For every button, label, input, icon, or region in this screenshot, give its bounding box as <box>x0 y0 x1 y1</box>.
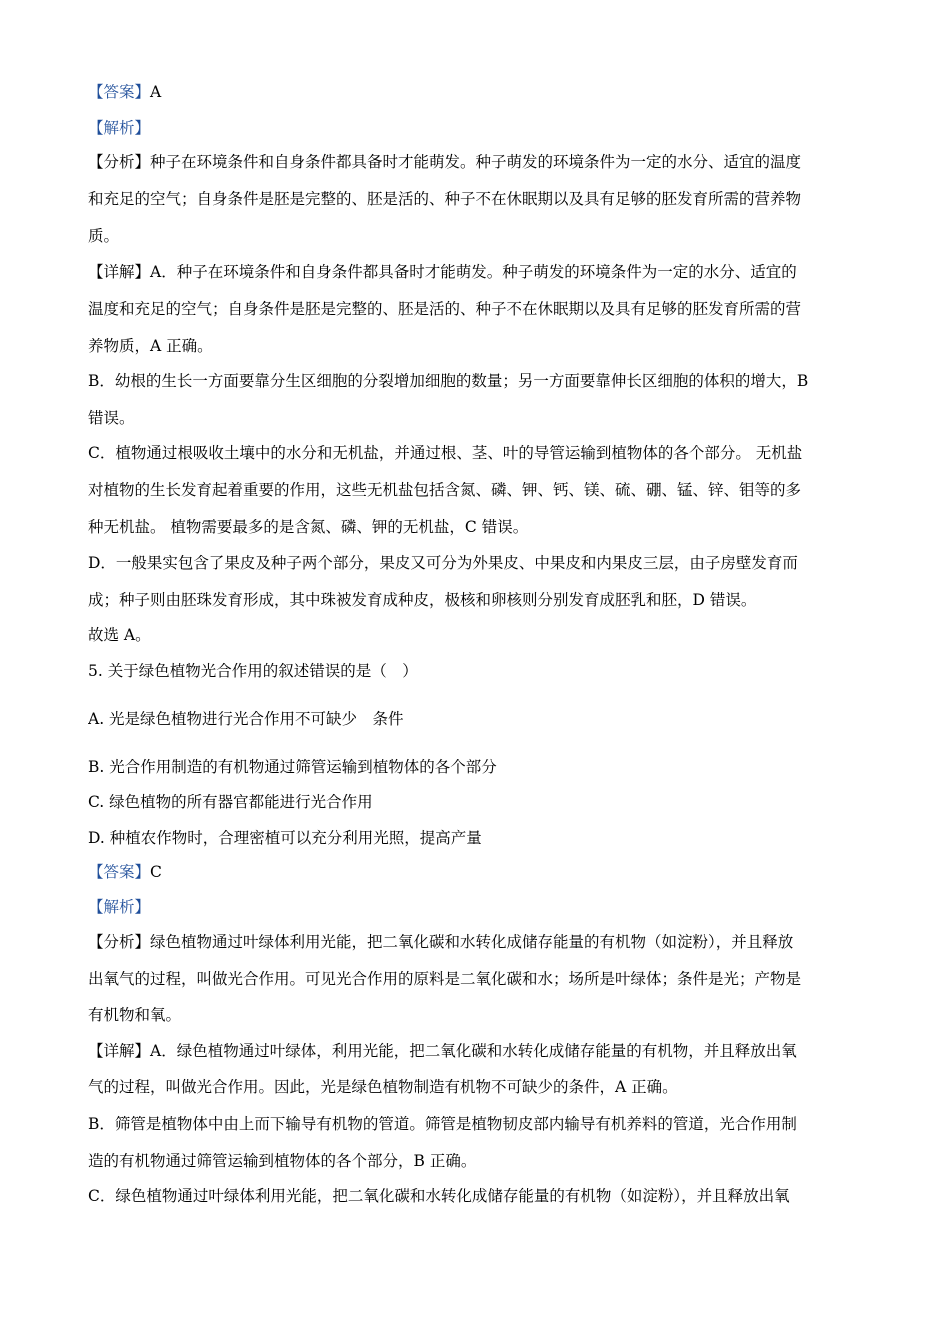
q4-fenxi-line-1 <box>88 152 868 172</box>
q4-detail-line-4: B．幼根的生长一方面要靠分生区细胞的分裂增加细胞的数量；另一方面要靠伸长区细胞的体积的增大，B <box>88 372 809 390</box>
answer-value: A <box>150 83 162 101</box>
q5-detail-line-2: 气的过程，叫做光合作用。因此，光是绿色植物制造有机物不可缺少的条件，A 正确。 <box>88 1078 678 1096</box>
xiangjie-tag: 【详解】 <box>88 263 151 281</box>
analysis-tag: 【解析】 <box>88 898 151 916</box>
xiangjie-tag: 【详解】 <box>88 1042 151 1060</box>
q4-analysis-heading <box>88 118 868 138</box>
stem-prefix: 5. 关于绿色植物光合作用的叙述 <box>88 662 310 680</box>
answer-value: C <box>150 863 162 881</box>
emphasis-char-1: 错 <box>309 662 325 680</box>
q5-option-c: C. 绿色植物的所有器官都能进行光合作用 <box>88 793 373 811</box>
q5-option-b: B. 光合作用制造的有机物通过筛管运输到植物体的各个部分 <box>88 758 497 776</box>
fenxi-tag: 【分析】 <box>88 933 151 951</box>
answer-tag: 【答案】 <box>88 863 151 881</box>
q4-fenxi-line-2: 和充足的空气；自身条件是胚是完整的、胚是活的、种子不在休眠期以及具有足够的胚发育所需的营养物 <box>88 190 802 208</box>
q5-stem <box>88 661 868 681</box>
detail-text: A．绿色植物通过叶绿体，利用光能，把二氧化碳和水转化成储存能量的有机物，并且释放出氧 <box>150 1042 797 1060</box>
q4-detail-line-2: 温度和充足的空气；自身条件是胚是完整的、胚是活的、种子不在休眠期以及具有足够的胚发育所需的营 <box>88 300 802 318</box>
q4-detail-line-3: 养物质，A 正确。 <box>88 337 213 355</box>
fenxi-text: 种子在环境条件和自身条件都具备时才能萌发。种子萌发的环境条件为一定的水分、适宜的温度 <box>150 153 802 171</box>
answer-tag: 【答案】 <box>88 83 151 101</box>
q4-detail-line-9: D．一般果实包含了果皮及种子两个部分，果皮又可分为外果皮、中果皮和内果皮三层，由子房壁发育而 <box>88 554 798 572</box>
q5-fenxi-line-2: 出氧气的过程，叫做光合作用。可见光合作用的原料是二氧化碳和水；场所是叶绿体；条件是光；产物是 <box>88 970 802 988</box>
q5-detail-line-4: 造的有机物通过筛管运输到植物体的各个部分，B 正确。 <box>88 1152 477 1170</box>
q4-detail-line-8: 种无机盐。 植物需要最多的是含氮、磷、钾的无机盐，C 错误。 <box>88 518 529 536</box>
q5-option-d: D. 种植农作物时，合理密植可以充分利用光照，提高产量 <box>88 829 482 847</box>
q4-answer-line <box>88 82 868 102</box>
q4-fenxi-line-3: 质。 <box>88 227 120 245</box>
q5-analysis-heading <box>88 897 868 917</box>
q4-detail-line-1 <box>88 262 868 282</box>
stem-suffix: 的是（ ） <box>340 662 418 680</box>
fenxi-tag: 【分析】 <box>88 153 151 171</box>
q5-detail-line-1 <box>88 1041 868 1061</box>
q4-detail-line-7: 对植物的生长发育起着重要的作用，这些无机盐包括含氮、磷、钾、钙、镁、硫、硼、锰、锌、钼等的多 <box>88 481 802 499</box>
q4-detail-line-6: C．植物通过根吸收土壤中的水分和无机盐，并通过根、茎、叶的导管运输到植物体的各个部分。 无机盐 <box>88 444 803 462</box>
q4-detail-line-5: 错误。 <box>88 409 135 427</box>
fenxi-text: 绿色植物通过叶绿体利用光能，把二氧化碳和水转化成储存能量的有机物（如淀粉），并且释放 <box>150 933 794 951</box>
emphasis-char-2: 误 <box>324 662 341 680</box>
q5-option-a: A. 光是绿色植物进行光合作用不可缺少 条件 <box>88 710 404 728</box>
q5-detail-line-3: B．筛管是植物体中由上而下输导有机物的管道。筛管是植物韧皮部内输导有机养料的管道，光合作用制 <box>88 1115 797 1133</box>
q4-detail-line-11: 故选 A。 <box>88 626 151 644</box>
q5-fenxi-line-1 <box>88 932 868 952</box>
q4-detail-line-10: 成；种子则由胚珠发育形成，其中珠被发育成种皮，极核和卵核则分别发育成胚乳和胚，D 错误。 <box>88 591 757 609</box>
analysis-tag: 【解析】 <box>88 119 151 137</box>
q5-detail-line-5: C．绿色植物通过叶绿体利用光能，把二氧化碳和水转化成储存能量的有机物（如淀粉），并且释放出氧 <box>88 1187 790 1205</box>
q5-fenxi-line-3: 有机物和氧。 <box>88 1006 182 1024</box>
detail-text: A．种子在环境条件和自身条件都具备时才能萌发。种子萌发的环境条件为一定的水分、适宜的 <box>150 263 797 281</box>
q5-answer-line <box>88 862 868 882</box>
